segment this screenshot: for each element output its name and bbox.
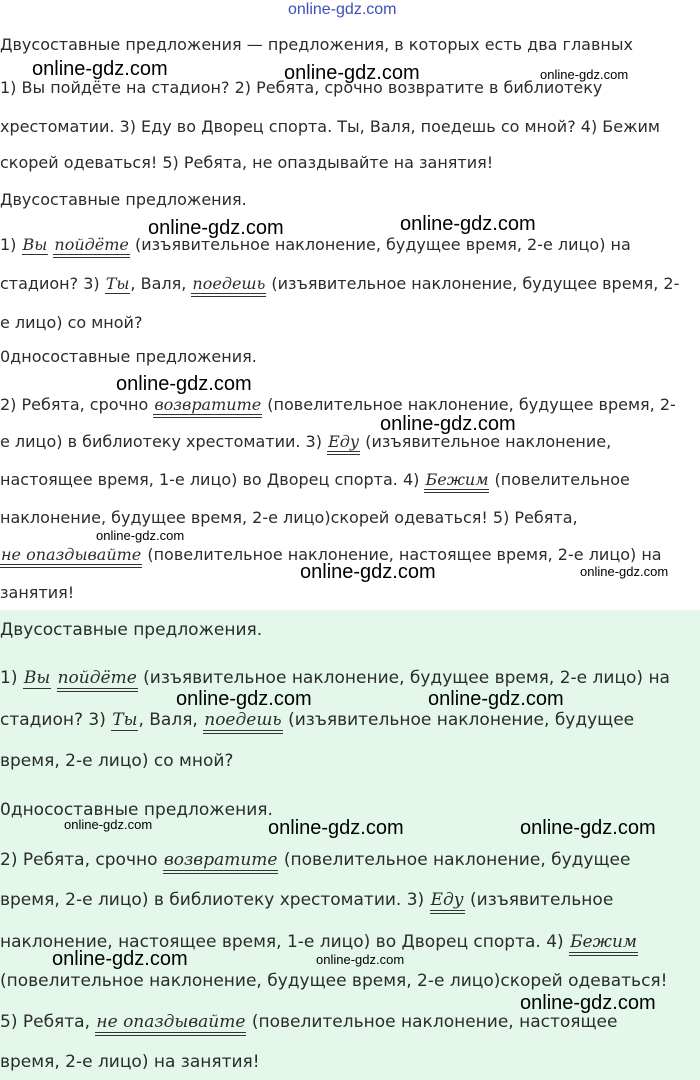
watermark: online-gdz.com	[400, 213, 536, 235]
text: стадион? 3)	[0, 710, 112, 730]
text: время, 2-е лицо) в библиотеку хрестоматии. 3)	[0, 890, 430, 910]
watermark: online-gdz.com	[148, 217, 284, 239]
subject: Ты	[105, 274, 130, 293]
text: (изъявительное	[464, 890, 614, 910]
two-part-heading: Двусоставные предложения.	[0, 190, 247, 209]
text: (повелительное наклонение, будущее время, 2-	[262, 395, 676, 414]
predicate: пойдёте	[57, 668, 138, 692]
answer-line	[0, 470, 630, 490]
text: настоящее время, 1-е лицо) во Дворец спорта. 4)	[0, 470, 425, 489]
watermark: online-gdz.com	[96, 528, 185, 543]
watermark: online-gdz.com	[300, 561, 436, 583]
predicate: поедешь	[191, 274, 266, 297]
text: 1)	[0, 235, 22, 254]
watermark: online-gdz.com	[176, 688, 312, 710]
answer-line: (повелительное наклонение, будущее время, 2-е лицо)скорей одеваться!	[0, 971, 668, 991]
watermark: online-gdz.com	[52, 948, 188, 970]
answer-line	[0, 890, 613, 910]
watermark: online-gdz.com	[520, 992, 656, 1014]
text: 5) Ребята,	[0, 1012, 96, 1032]
text: (повелительное	[489, 470, 630, 489]
one-part-heading: 0дносоставные предложения.	[0, 800, 273, 820]
watermark: online-gdz.com	[64, 817, 153, 832]
task-line-1: 1) Вы пойдёте на стадион? 2) Ребята, срочно возвратите в библиотеку	[0, 78, 603, 97]
text: , Валя,	[138, 710, 204, 730]
watermark: online-gdz.com	[32, 58, 168, 80]
answer-line	[0, 235, 631, 255]
text: (изъявительное наклонение, будущее	[282, 710, 635, 730]
text: наклонение, настоящее время, 1-е лицо) во Дворец спорта. 4)	[0, 932, 570, 952]
text: (изъявительное наклонение, будущее время, 2-е лицо) на	[137, 668, 670, 688]
answer-line: занятия!	[0, 583, 75, 602]
watermark: online-gdz.com	[520, 817, 656, 839]
task-line-3: скорей одеваться! 5) Ребята, не опаздывайте на занятия!	[0, 153, 494, 172]
answer-line: е лицо) со мной?	[0, 313, 143, 332]
answer-line	[0, 395, 676, 415]
text: (повелительное наклонение, будущее	[278, 850, 631, 870]
answer-line	[0, 668, 670, 688]
predicate: пойдёте	[53, 235, 130, 258]
text: (повелительное наклонение, настоящее	[246, 1012, 618, 1032]
watermark: online-gdz.com	[316, 952, 405, 967]
predicate: Бежим	[569, 932, 638, 956]
text: стадион? 3)	[0, 274, 105, 293]
predicate: Еду	[430, 890, 465, 914]
answer-line: наклонение, будущее время, 2-е лицо)скорей одеваться! 5) Ребята,	[0, 508, 578, 527]
one-part-heading: 0дносоставные предложения.	[0, 347, 257, 366]
text: 2) Ребята, срочно	[0, 395, 154, 414]
site-header[interactable]: online-gdz.com	[288, 1, 397, 18]
subject: Вы	[22, 235, 48, 254]
text: (изъявительное наклонение, будущее время, 2-	[266, 274, 680, 293]
answer-line	[0, 710, 634, 730]
watermark: online-gdz.com	[116, 373, 252, 395]
watermark: online-gdz.com	[428, 688, 564, 710]
predicate: возвратите	[153, 395, 262, 418]
text: 1)	[0, 668, 23, 688]
watermark: online-gdz.com	[380, 413, 516, 435]
answer-line	[0, 1012, 617, 1032]
predicate: возвратите	[163, 850, 279, 874]
task-line-2: хрестоматии. 3) Еду во Дворец спорта. Ты, Валя, поедешь со мной? 4) Бежим	[0, 117, 660, 136]
watermark: online-gdz.com	[580, 564, 669, 579]
text: (повелительное наклонение, настоящее время, 2-е лицо) на	[142, 545, 662, 564]
answer-line: время, 2-е лицо) со мной?	[0, 751, 234, 771]
predicate: поедешь	[203, 710, 282, 734]
answer-line	[0, 274, 679, 294]
predicate: не опаздывайте	[0, 545, 142, 568]
watermark: online-gdz.com	[284, 62, 420, 84]
text: (изъявительное наклонение, будущее время, 2-е лицо) на	[129, 235, 631, 254]
text: е лицо) в библиотеку хрестоматии. 3)	[0, 432, 328, 451]
subject: Ты	[112, 710, 138, 730]
answer-line	[0, 850, 630, 870]
two-part-heading: Двусоставные предложения.	[0, 620, 263, 640]
answer-line	[0, 432, 611, 452]
text: 2) Ребята, срочно	[0, 850, 163, 870]
subject: Вы	[23, 668, 51, 688]
predicate: Еду	[327, 432, 360, 455]
text: , Валя,	[130, 274, 192, 293]
text: (изъявительное наклонение,	[360, 432, 612, 451]
predicate: не опаздывайте	[95, 1012, 246, 1036]
task-intro: Двусоставные предложения — предложения, в которых есть два главных	[0, 35, 633, 54]
watermark: online-gdz.com	[268, 817, 404, 839]
answer-line: время, 2-е лицо) на занятия!	[0, 1052, 260, 1072]
watermark: online-gdz.com	[540, 67, 629, 82]
predicate: Бежим	[424, 470, 489, 493]
